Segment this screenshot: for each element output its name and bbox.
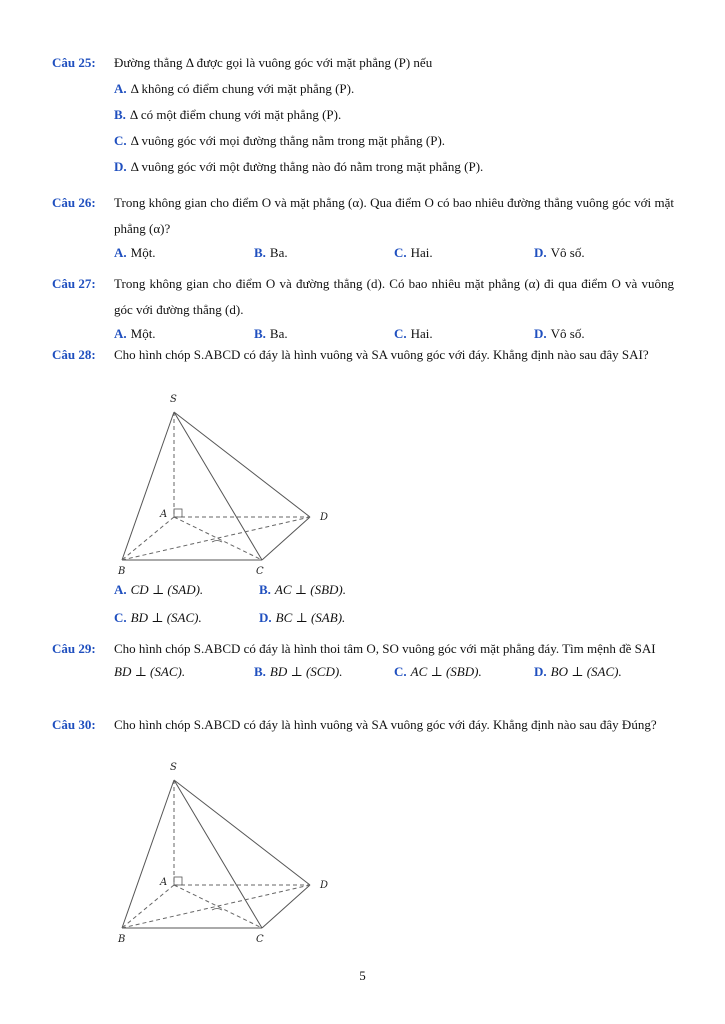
edge-sb — [122, 412, 174, 560]
question-number: Câu 25: — [52, 55, 96, 70]
option-text: Một. — [130, 245, 156, 260]
option-text: Hai. — [410, 245, 433, 260]
vertex-label-b: B — [118, 566, 126, 577]
option-label: D. — [534, 326, 547, 341]
pyramid-figure-1 — [112, 390, 342, 580]
edge-sd — [174, 412, 310, 517]
option-a — [114, 76, 674, 102]
vertex-label-a: A — [160, 509, 168, 520]
option-label: D. — [534, 245, 547, 260]
vertex-label-c: C — [256, 934, 264, 945]
diagonal-bd — [122, 517, 310, 560]
option-text: Ba. — [269, 326, 288, 341]
option-text: Δ vuông góc với một đường thẳng nào đó nằm trong mặt phẳng (P). — [130, 159, 484, 174]
edge-cd — [262, 517, 310, 560]
question-25 — [52, 50, 674, 180]
question-26 — [52, 190, 674, 264]
question-29 — [52, 636, 674, 686]
option-text: BD ⊥ (SAC). — [130, 610, 202, 625]
option-text: Δ có một điểm chung với mặt phẳng (P). — [129, 107, 342, 122]
page-number: 5 — [359, 968, 366, 983]
option-text: Vô số. — [550, 245, 585, 260]
option-label: D. — [259, 610, 272, 625]
option-label: D. — [534, 664, 547, 679]
option-text: BO ⊥ (SAC). — [550, 664, 622, 679]
option-text: Một. — [130, 326, 156, 341]
option-label: C. — [394, 664, 407, 679]
option-a — [114, 576, 259, 604]
option-text: Ba. — [269, 245, 288, 260]
question-text: Đường thẳng Δ được gọi là vuông góc với mặt phẳng (P) nếu — [114, 55, 433, 70]
option-text: Δ không có điểm chung với mặt phẳng (P). — [130, 81, 355, 96]
options-list — [114, 242, 674, 264]
option-text: CD ⊥ (SAD). — [130, 582, 204, 597]
options-list — [114, 76, 674, 180]
edge-sd — [174, 780, 310, 885]
option-text: AC ⊥ (SBD). — [410, 664, 482, 679]
right-angle-mark — [174, 509, 182, 517]
option-label: C. — [114, 133, 127, 148]
question-number: Câu 26: — [52, 195, 96, 210]
option-label: B. — [114, 107, 126, 122]
option-text: Hai. — [410, 326, 433, 341]
option-c — [114, 128, 674, 154]
option-label: B. — [254, 664, 266, 679]
option-d — [534, 242, 674, 264]
option-label: C. — [114, 610, 127, 625]
question-text: Cho hình chóp S.ABCD có đáy là hình vuông và SA vuông góc với đáy. Khẳng định nào sau đây SAI? — [114, 347, 649, 362]
option-label: D. — [114, 159, 127, 174]
question-30 — [52, 712, 674, 734]
question-number: Câu 28: — [52, 347, 96, 362]
option-label: A. — [114, 326, 127, 341]
question-28 — [52, 342, 674, 364]
option-d — [534, 658, 674, 686]
vertex-label-s: S — [170, 394, 177, 405]
option-a — [114, 658, 254, 686]
option-label: B. — [259, 582, 271, 597]
option-b — [259, 576, 404, 604]
option-label: A. — [114, 582, 127, 597]
question-27 — [52, 271, 674, 345]
pyramid-figure-2 — [112, 758, 342, 950]
option-b — [254, 242, 394, 264]
vertex-label-s: S — [170, 762, 177, 773]
question-text: Trong không gian cho điểm O và đường thẳng (d). Có bao nhiêu mặt phẳng (α) đi qua điểm O và vuông góc với đường thẳng (d). — [114, 276, 674, 317]
question-number: Câu 27: — [52, 276, 96, 291]
option-label: B. — [254, 245, 266, 260]
vertex-label-a: A — [160, 877, 168, 888]
question-28-options — [52, 576, 674, 632]
question-text: Cho hình chóp S.ABCD có đáy là hình vuông và SA vuông góc với đáy. Khẳng định nào sau đây Đúng? — [114, 717, 657, 732]
option-c — [114, 604, 259, 632]
option-label: A. — [114, 245, 127, 260]
option-d — [114, 154, 674, 180]
vertex-label-d: D — [320, 512, 329, 523]
options-list — [114, 576, 674, 632]
option-text: Vô số. — [550, 326, 585, 341]
question-number: Câu 30: — [52, 717, 96, 732]
option-label: A. — [114, 81, 127, 96]
options-list — [114, 658, 674, 686]
diagonal-bd — [122, 885, 310, 928]
edge-cd — [262, 885, 310, 928]
option-a — [114, 242, 254, 264]
question-text: Cho hình chóp S.ABCD có đáy là hình thoi tâm O, SO vuông góc với mặt phẳng đáy. Tìm mệnh đề SAI — [114, 641, 656, 656]
option-text: AC ⊥ (SBD). — [274, 582, 346, 597]
option-c — [394, 242, 534, 264]
vertex-label-b: B — [118, 934, 126, 945]
option-label: C. — [394, 245, 407, 260]
option-text: BD ⊥ (SAC). — [114, 664, 186, 679]
option-label: C. — [394, 326, 407, 341]
option-b — [254, 658, 394, 686]
option-text: BC ⊥ (SAB). — [275, 610, 346, 625]
angle-mark — [212, 909, 222, 911]
option-b — [114, 102, 674, 128]
question-number: Câu 29: — [52, 641, 96, 656]
option-d — [259, 604, 404, 632]
vertex-label-d: D — [320, 880, 329, 891]
option-label: B. — [254, 326, 266, 341]
option-text: BD ⊥ (SCD). — [269, 664, 343, 679]
edge-sb — [122, 780, 174, 928]
question-text: Trong không gian cho điểm O và mặt phẳng (α). Qua điểm O có bao nhiêu đường thẳng vuông góc với mặt phẳng (α)? — [114, 195, 674, 236]
angle-mark — [212, 541, 222, 543]
vertex-label-c: C — [256, 566, 264, 577]
right-angle-mark — [174, 877, 182, 885]
option-c — [394, 658, 534, 686]
option-text: Δ vuông góc với mọi đường thẳng nằm trong mặt phẳng (P). — [130, 133, 446, 148]
